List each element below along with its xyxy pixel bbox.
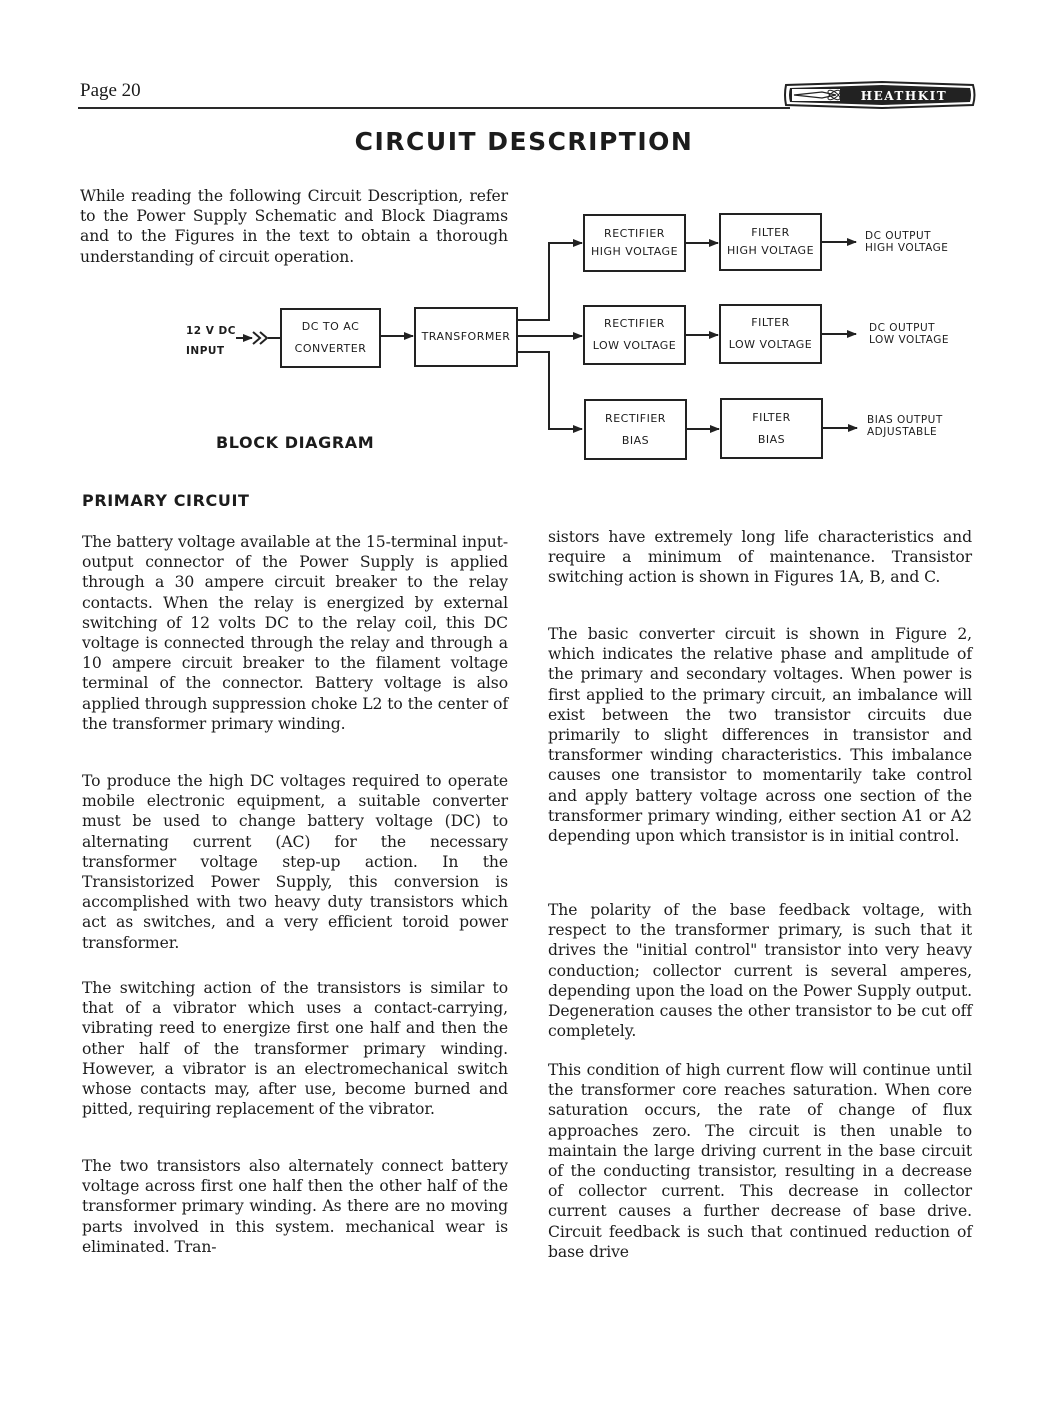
output-label-line: DC OUTPUT [869, 322, 936, 334]
output-label-line: HIGH VOLTAGE [865, 242, 949, 254]
block-label: LOW VOLTAGE [592, 339, 677, 352]
dc-output-high-voltage-label [865, 230, 948, 254]
dc-to-ac-converter-block [280, 308, 381, 368]
output-label-line: LOW VOLTAGE [869, 334, 949, 346]
block-label: FILTER [751, 226, 790, 239]
output-label-line: BIAS OUTPUT [867, 414, 943, 426]
block-label: LOW VOLTAGE [728, 338, 813, 351]
block-diagram-caption: BLOCK DIAGRAM [216, 433, 375, 452]
bias-output-adjustable-label [867, 414, 943, 438]
paragraph: To produce the high DC voltages required to operate mobile electronic equipment, a suitable converter must be used to change battery voltage (DC) to alternating current (AC) for the necessary transformer voltage step-up action. In the Transistorized Power Supply, this conversion is accomplished with two heavy duty transistors which act as switches, and a very efficient toroid power transformer. [82, 772, 508, 952]
intro-paragraph: While reading the following Circuit Description, refer to the Power Supply Schematic and Block Diagrams and to the Figures in the text to obtain a thorough understanding of circuit operation. [80, 187, 508, 266]
block-label: FILTER [752, 410, 791, 424]
filter-bias-block [720, 398, 823, 459]
filter-high-voltage-block [719, 213, 822, 271]
paragraph: This condition of high current flow will continue until the transformer core reaches saturation. When core saturation occurs, the rate of change of flux approaches zero. The circuit is then unable to maintain the large driving current in the base circuit of the conducting transistor, resulting in a decrease of collector current. This decrease in collector current causes a further decrease of base drive. Circuit feedback is such that continued reduction of base drive [548, 1061, 972, 1261]
block-label: RECTIFIER [605, 411, 666, 425]
block-label: HIGH VOLTAGE [590, 245, 679, 258]
rectifier-high-voltage-block [583, 214, 686, 272]
block-label: DC TO AC [301, 320, 360, 333]
transformer-block [414, 307, 518, 367]
paragraph: sistors have extremely long life characteristics and require a minimum of maintenance. Transistor switching action is shown in Figures 1A, B, and C. [548, 528, 972, 587]
dc-output-low-voltage-label [869, 322, 949, 346]
header-rule [78, 107, 790, 109]
paragraph: The switching action of the transistors is similar to that of a vibrator which uses a contact-carrying, vibrating reed to energize first one half and then the other half of the transformer primary winding. However, a vibrator is an electromechanical switch whose contacts may, after use, become burned and pitted, requiring replacement of the vibrator. [82, 979, 508, 1119]
rectifier-bias-block [584, 399, 687, 460]
block-label: BIAS [757, 432, 786, 446]
block-label: CONVERTER [294, 342, 367, 355]
page-title: CIRCUIT DESCRIPTION [354, 127, 694, 156]
paragraph: The basic converter circuit is shown in Figure 2, which indicates the relative phase and amplitude of the primary and secondary voltages. When power is first applied to the primary circuit, an imbalance will exist between the two transistor circuits due primarily to slight differences in transistor and transformer winding characteristics. This imbalance causes one transistor to momentarily take control and apply battery voltage across one section of the transformer primary winding, either section A1 or A2 depending upon which transistor is in initial control. [548, 625, 972, 846]
paragraph: The battery voltage available at the 15-terminal input-output connector of the Power Supply is applied through a 30 ampere circuit breaker to the relay contacts. When the relay is energized by external switching of 12 volts DC to the relay coil, this DC voltage is connected through the relay and through a 10 ampere circuit breaker to the filament voltage terminal of the connector. Battery voltage is also applied through suppression choke L2 to the center of the transformer primary winding. [82, 533, 508, 733]
block-label: RECTIFIER [604, 227, 665, 240]
output-label-line: DC OUTPUT [865, 230, 932, 242]
filter-low-voltage-block [719, 304, 822, 364]
logo-badge-icon [782, 81, 977, 109]
heathkit-logo [782, 81, 977, 109]
page-number: Page 20 [80, 80, 141, 101]
svg-text:HEATHKIT: HEATHKIT [860, 89, 948, 103]
block-label: FILTER [751, 316, 790, 329]
paragraph: The polarity of the base feedback voltage, with respect to the transformer primary, is such that it drives the "initial control" transistor into very heavy conduction; collector current is several amperes, depending upon the load on the Power Supply output. Degeneration causes the other transistor to be cut off completely. [548, 901, 972, 1041]
input-label-line-1: 12 V DC [186, 325, 236, 337]
block-label: RECTIFIER [604, 317, 665, 330]
input-label-line-2: INPUT [186, 345, 225, 357]
block-label: TRANSFORMER [421, 330, 511, 343]
output-label-line: ADJUSTABLE [867, 426, 938, 438]
paragraph: The two transistors also alternately connect battery voltage across first one half then the other half of the transformer primary winding. As there are no moving parts involved in this system. mechanical wear is eliminated. Tran- [82, 1157, 508, 1256]
block-label: HIGH VOLTAGE [726, 244, 815, 257]
input-label [186, 321, 236, 361]
block-label: BIAS [621, 433, 650, 447]
rectifier-low-voltage-block [583, 305, 686, 365]
section-heading-primary-circuit: PRIMARY CIRCUIT [82, 491, 250, 510]
